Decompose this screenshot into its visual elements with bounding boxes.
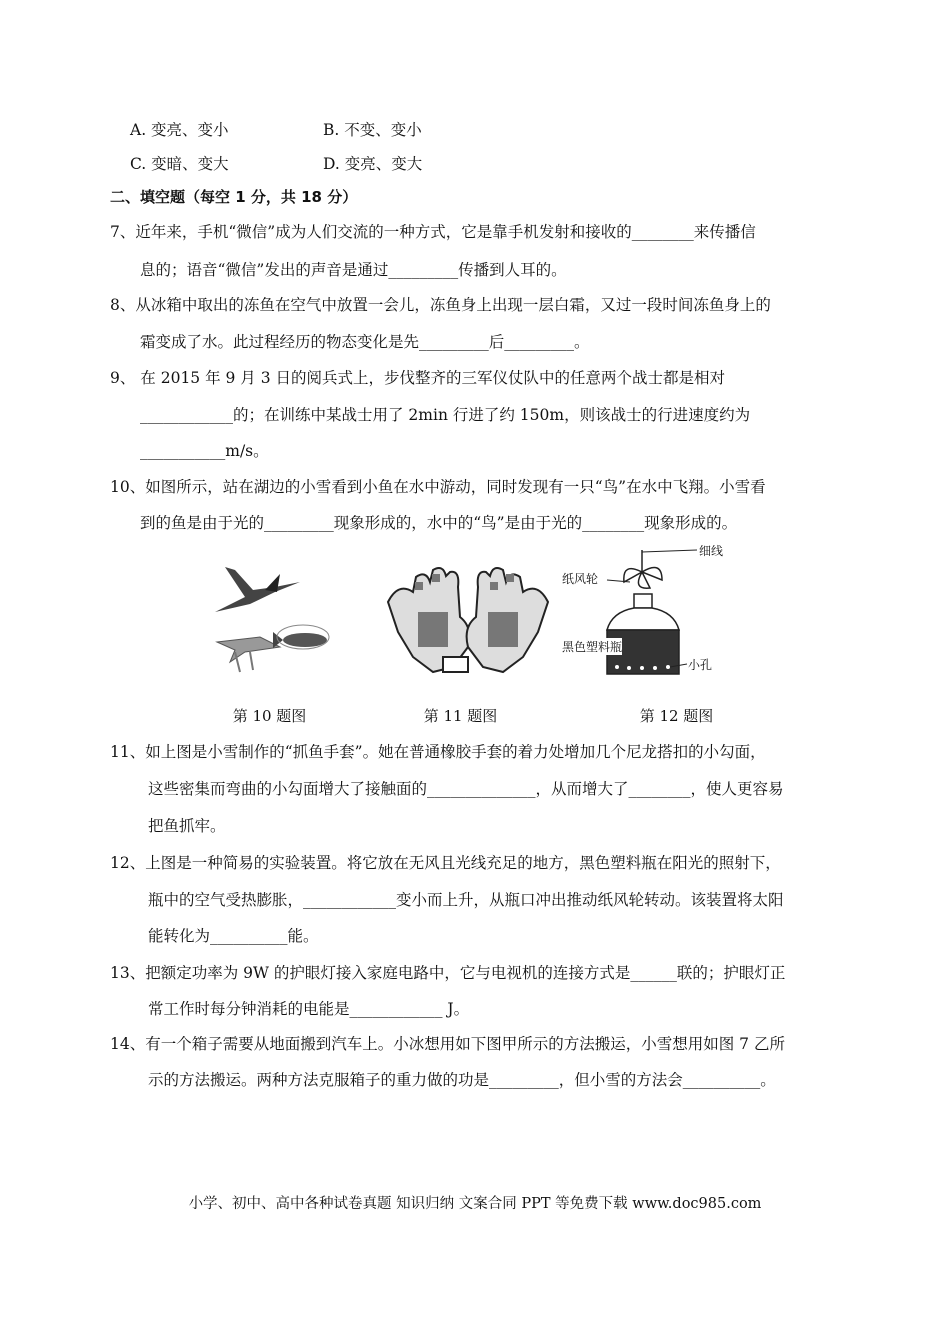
q10-line2: 到的鱼是由于光的_________现象形成的，水中的“鸟”是由于光的________现象形成的。 [140, 514, 738, 532]
option-d: D. 变亮、变大 [323, 155, 423, 173]
q12-line2: 瓶中的空气受热膨胀，____________变小而上升，从瓶口冲出推动纸风轮转动。该装置将太阳 [148, 891, 784, 909]
fig10-caption: 第 10 题图 [232, 707, 307, 725]
option-c: C. 变暗、变大 [130, 155, 229, 173]
q11-line3: 把鱼抓牢。 [148, 817, 226, 835]
fig10-birds-image [205, 552, 345, 677]
q9-line1: 9、 在 2015 年 9 月 3 日的阅兵式上，步伐整齐的三军仪仗队中的任意两个战士都是相对 [110, 369, 726, 387]
option-b: B. 不变、变小 [323, 121, 422, 139]
q13-line1: 13、把额定功率为 9W 的护眼灯接入家庭电路中，它与电视机的连接方式是______联的；护眼灯正 [110, 964, 786, 982]
q12-line3: 能转化为__________能。 [148, 927, 319, 945]
fig12-label-pinwheel: 纸风轮 [562, 572, 599, 586]
q13-line2: 常工作时每分钟消耗的电能是____________ J。 [148, 1000, 470, 1018]
fig11-gloves-image [378, 562, 558, 677]
fig12-bottle-image [562, 542, 752, 677]
q10-line1: 10、如图所示，站在湖边的小雪看到小鱼在水中游动，同时发现有一只“鸟”在水中飞翔。小雪看 [110, 478, 766, 496]
q11-line1: 11、如上图是小雪制作的“抓鱼手套”。她在普通橡胶手套的着力处增加几个尼龙搭扣的小勾面， [110, 743, 766, 761]
section-title: 二、填空题（每空 1 分，共 18 分） [110, 188, 358, 206]
fig12-label-thread: 细线 [699, 544, 724, 558]
page-footer: 小学、初中、高中各种试卷真题 知识归纳 文案合同 PPT 等免费下载 www.doc985.com [188, 1196, 762, 1212]
option-a: A. 变亮、变小 [130, 121, 229, 139]
q11-line2: 这些密集而弯曲的小勾面增大了接触面的______________，从而增大了________，使人更容易 [148, 780, 784, 798]
fig11-caption: 第 11 题图 [423, 707, 498, 725]
q12-line1: 12、上图是一种简易的实验装置。将它放在无风且光线充足的地方，黑色塑料瓶在阳光的照射下， [110, 854, 781, 872]
fig12-label-hole: 小孔 [688, 658, 713, 672]
q7-line1: 7、近年来，手机“微信”成为人们交流的一种方式，它是靠手机发射和接收的________来传播信 [110, 223, 756, 241]
fig12-caption: 第 12 题图 [639, 707, 714, 725]
fig12-label-bottle: 黑色塑料瓶 [562, 640, 623, 654]
q7-line2: 息的；语音“微信”发出的声音是通过_________传播到人耳的。 [140, 261, 567, 279]
q14-line2: 示的方法搬运。两种方法克服箱子的重力做的功是_________，但小雪的方法会__________。 [148, 1071, 776, 1089]
q14-line1: 14、有一个箱子需要从地面搬到汽车上。小冰想用如下图甲所示的方法搬运，小雪想用如图 7 乙所 [110, 1035, 785, 1053]
q9-line3: ___________m/s。 [140, 442, 269, 460]
q9-line2: ____________的；在训练中某战士用了 2min 行进了约 150m，则该战士的行进速度约为 [140, 406, 751, 424]
q8-line1: 8、从冰箱中取出的冻鱼在空气中放置一会儿，冻鱼身上出现一层白霜，又过一段时间冻鱼身上的 [110, 296, 771, 314]
q8-line2: 霜变成了水。此过程经历的物态变化是先_________后_________。 [140, 333, 590, 351]
